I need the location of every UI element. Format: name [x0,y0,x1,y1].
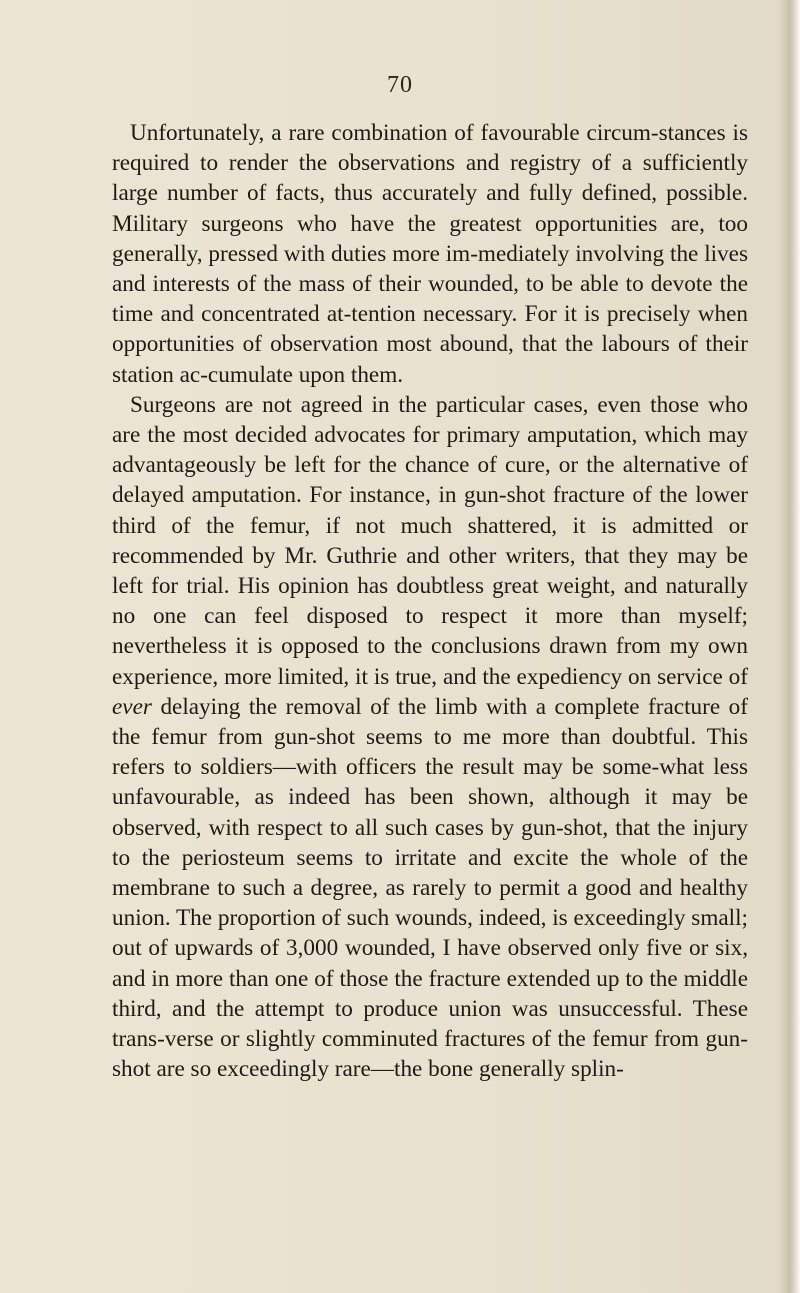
paragraph [112,118,748,390]
page-edge-shadow [778,0,800,1293]
paragraph-text: Unfortunately, a rare combination of favourable circum-stances is required to render the observations and registry of a sufficiently large number of facts, thus accurately and fully defined, possible. Military surgeons who have the greatest opportunities are, too generally, pressed with duties more im-mediately involving the lives and interests of the mass of their wounded, to be able to devote the time and concentrated at-tention necessary. For it is precisely when opportunities of observation most abound, that the labours of their station ac-cumulate upon them. [112,120,748,388]
paragraph [112,390,748,1085]
body-text [112,118,748,1085]
italic-emphasis: ever [112,693,152,720]
page-number: 70 [387,72,413,98]
paragraph-text: Surgeons are not agreed in the particular cases, even those who are the most decided advocates for primary amputation, which may advantageously be left for the chance of cure, or the alternative of delayed amputation. For instance, in gun-shot fracture of the lower third of the femur, if not much shattered, it is admitted or recommended by Mr. Guthrie and other writers, that they may be left for trial. His opinion has doubtless great weight, and naturally no one can feel disposed to respect it more than myself; nevertheless it is opposed to the conclusions drawn from my own experience, more limited, it is true, and the expediency on service of [112,391,748,690]
paragraph-text: delaying the removal of the limb with a complete fracture of the femur from gun-shot seems to me more than doubtful. This refers to soldiers—with officers the result may be some-what less unfavourable, as indeed has been shown, although it may be observed, with respect to all such cases by gun-shot, that the injury to the periosteum seems to irritate and excite the whole of the membrane to such a degree, as rarely to permit a good and healthy union. The proportion of such wounds, indeed, is exceedingly small; out of upwards of 3,000 wounded, I have observed only five or six, and in more than one of those the fracture extended up to the middle third, and the attempt to produce union was unsuccessful. These trans-verse or slightly comminuted fractures of the femur from gun-shot are so exceedingly rare—the bone generally splin- [112,693,748,1083]
